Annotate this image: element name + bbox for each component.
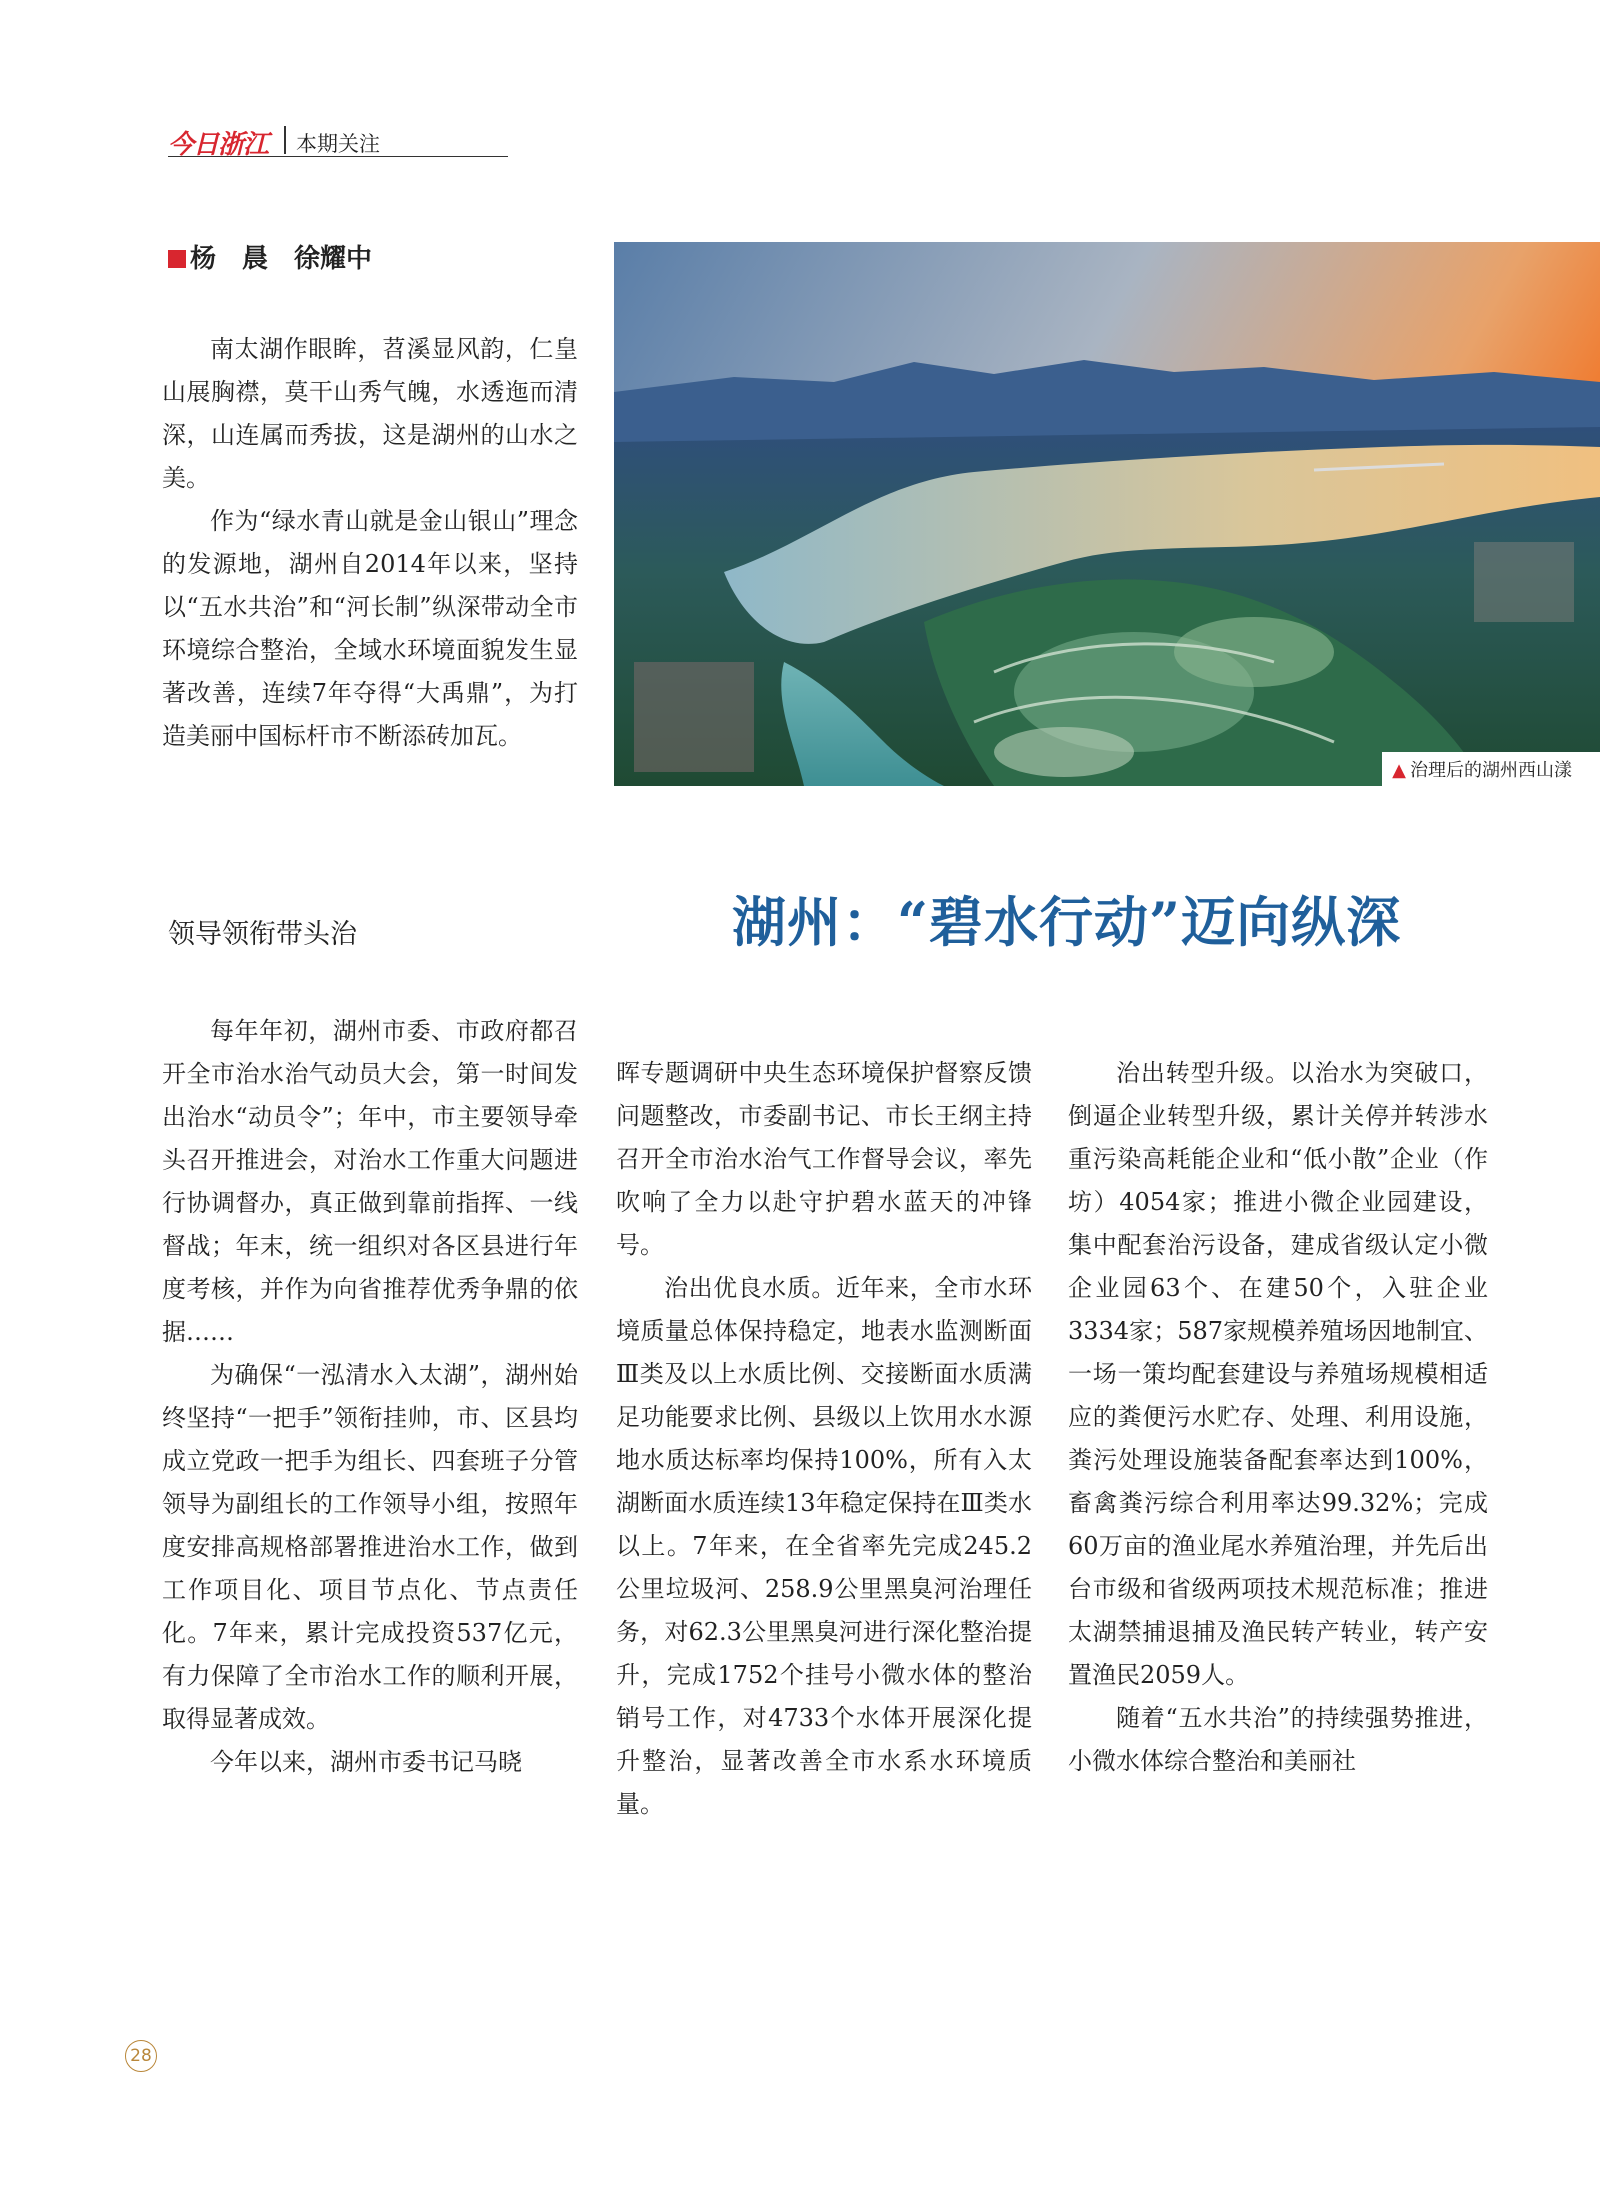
- photo-caption: [1382, 752, 1600, 786]
- header-divider: [284, 126, 286, 154]
- body-paragraph: 每年年初，湖州市委、市政府都召开全市治水治气动员大会，第一时间发出治水“动员令”；年中，市主要领导牵头召开推进会，对治水工作重大问题进行协调督办，真正做到靠前指挥、一线督战；年末，统一组织对各区县进行年度考核，并作为向省推荐优秀争鼎的依据……: [162, 1017, 578, 1346]
- section-label: 本期关注: [296, 132, 380, 156]
- body-paragraph: 晖专题调研中央生态环境保护督察反馈问题整改，市委副书记、市长王纲主持召开全市治水治气工作督导会议，率先吹响了全力以赴守护碧水蓝天的冲锋号。: [616, 1059, 1032, 1259]
- photo-caption-text: 治理后的湖州西山漾: [1410, 760, 1572, 781]
- intro-paragraph: 作为“绿水青山就是金山银山”理念的发源地，湖州自2014年以来，坚持以“五水共治”和“河长制”纵深带动全市环境综合整治，全域水环境面貌发生显著改善，连续7年夺得“大禹鼎”，为打造美丽中国标杆市不断添砖加瓦。: [162, 507, 578, 750]
- magazine-header: [168, 126, 508, 160]
- article-title: 湖州：“碧水行动”迈向纵深: [732, 890, 1402, 954]
- text-column-3: [1068, 1052, 1488, 1783]
- intro-text: [162, 328, 578, 758]
- page-number: 28: [125, 2040, 157, 2072]
- text-column-2: [616, 1052, 1032, 1826]
- aerial-lake-illustration: [614, 242, 1600, 786]
- intro-paragraph: 南太湖作眼眸，苕溪显风韵，仁皇山展胸襟，莫干山秀气魄，水透迤而清深，山连属而秀拔，这是湖州的山水之美。: [162, 335, 578, 492]
- lake-photo: [614, 242, 1600, 786]
- body-paragraph: 治出转型升级。以治水为突破口，倒逼企业转型升级，累计关停并转涉水重污染高耗能企业和“低小散”企业（作坊）4054家；推进小微企业园建设，集中配套治污设备，建成省级认定小微企业园63个、在建50个，入驻企业3334家；587家规模养殖场因地制宜、一场一策均配套建设与养殖场规模相适应的粪便污水贮存、处理、利用设施，粪污处理设施装备配套率达到100%，畜禽粪污综合利用率达99.32%；完成60万亩的渔业尾水养殖治理，并先后出台市级和省级两项技术规范标准；推进太湖禁捕退捕及渔民转产转业，转产安置渔民2059人。: [1068, 1059, 1488, 1689]
- body-paragraph: 治出优良水质。近年来，全市水环境质量总体保持稳定，地表水监测断面Ⅲ类及以上水质比例、交接断面水质满足功能要求比例、县级以上饮用水水源地水质达标率均保持100%，所有入太湖断面水质连续13年稳定保持在Ⅲ类水以上。7年来，在全省率先完成245.2公里垃圾河、258.9公里黑臭河治理任务，对62.3公里黑臭河进行深化整治提升，完成1752个挂号小微水体的整治销号工作，对4733个水体开展深化提升整治，显著改善全市水系水环境质量。: [616, 1274, 1032, 1818]
- author-names: 杨 晨 徐耀中: [190, 244, 373, 274]
- body-paragraph: 今年以来，湖州市委书记马晓: [210, 1748, 522, 1776]
- body-paragraph: 为确保“一泓清水入太湖”，湖州始终坚持“一把手”领衔挂帅，市、区县均成立党政一把手为组长、四套班子分管领导为副组长的工作领导小组，按照年度安排高规格部署推进治水工作，做到工作项目化、项目节点化、节点责任化。7年来，累计完成投资537亿元，有力保障了全市治水工作的顺利开展，取得显著成效。: [162, 1361, 578, 1733]
- red-square-icon: [168, 250, 186, 268]
- section-subheading: 领导领衔带头治: [168, 919, 357, 950]
- text-column-1: [162, 1010, 578, 1784]
- article-authors: [168, 238, 372, 275]
- magazine-logo: 今日浙江: [168, 130, 269, 160]
- body-paragraph: 随着“五水共治”的持续强势推进，小微水体综合整治和美丽社: [1068, 1704, 1488, 1775]
- triangle-up-icon: ▲: [1392, 760, 1406, 781]
